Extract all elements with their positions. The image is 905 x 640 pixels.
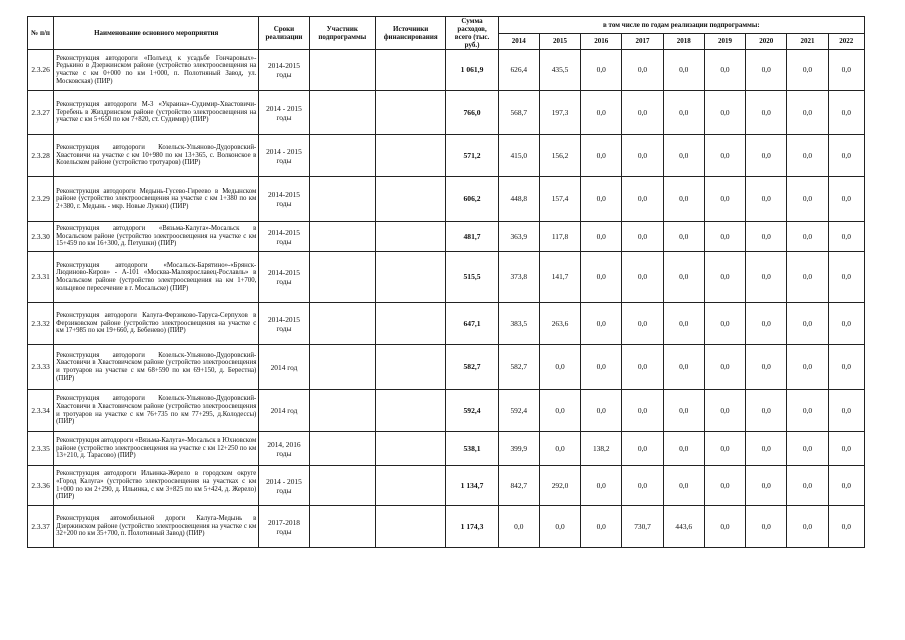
total-sum: 1 061,9 [446,50,498,91]
table-row [28,222,865,252]
year-value: 0,0 [581,252,622,303]
header-period: Сроки реализации [259,17,309,50]
header-year: 2021 [787,33,828,50]
implementation-period: 2014-2015 годы [259,222,309,252]
year-value: 0,0 [746,345,787,390]
funding-source-cell [375,390,445,432]
program-table [27,16,865,548]
year-value: 0,0 [663,345,704,390]
total-sum: 647,1 [446,303,498,345]
year-value: 0,0 [622,222,663,252]
participant-cell [309,177,375,222]
year-value: 0,0 [787,252,828,303]
year-value: 0,0 [581,222,622,252]
implementation-period: 2014-2015 годы [259,50,309,91]
measure-name: Реконструкция автомобильной дороги Калуга-Медынь в Дзержинском районе (устройство электроосвещения на участке с км 32+200 по км 35+700, п. Полотняный Завод) (ПИР) [54,506,259,548]
year-value: 0,0 [622,91,663,135]
participant-cell [309,91,375,135]
row-number: 2.3.33 [28,345,54,390]
row-number: 2.3.27 [28,91,54,135]
year-value: 0,0 [704,222,745,252]
year-value: 0,0 [746,252,787,303]
table-row [28,466,865,506]
funding-source-cell [375,345,445,390]
year-value: 0,0 [704,135,745,177]
table-row [28,135,865,177]
header-year: 2014 [498,33,539,50]
year-value: 568,7 [498,91,539,135]
funding-source-cell [375,466,445,506]
year-value: 0,0 [539,506,580,548]
participant-cell [309,466,375,506]
implementation-period: 2014 год [259,390,309,432]
year-value: 0,0 [622,177,663,222]
year-value: 373,8 [498,252,539,303]
year-value: 0,0 [581,135,622,177]
year-value: 0,0 [622,345,663,390]
row-number: 2.3.32 [28,303,54,345]
total-sum: 515,5 [446,252,498,303]
funding-source-cell [375,135,445,177]
row-number: 2.3.37 [28,506,54,548]
year-value: 0,0 [787,135,828,177]
implementation-period: 2014 - 2015 годы [259,135,309,177]
year-value: 0,0 [746,222,787,252]
total-sum: 582,7 [446,345,498,390]
measure-name: Реконструкция автодороги Козельск-Ульяново-Дудоровский-Хвастовичи в Хвастовичском районе (устройство электроосвещения и тротуаров на участке с км 76+735 по км 77+295, д.Колодессы) (ПИР) [54,390,259,432]
year-value: 138,2 [581,432,622,466]
year-value: 141,7 [539,252,580,303]
year-value: 0,0 [746,135,787,177]
year-value: 592,4 [498,390,539,432]
year-value: 415,0 [498,135,539,177]
year-value: 0,0 [622,432,663,466]
year-value: 363,9 [498,222,539,252]
year-value: 448,8 [498,177,539,222]
funding-source-cell [375,50,445,91]
participant-cell [309,432,375,466]
implementation-period: 2014 - 2015 годы [259,466,309,506]
funding-source-cell [375,91,445,135]
funding-source-cell [375,506,445,548]
year-value: 157,4 [539,177,580,222]
participant-cell [309,506,375,548]
measure-name: Реконструкция автодороги «Мосальск-Барятино»-«Брянск-Людиново-Киров» - А-101 «Москва-Малоярославец-Рославль» в Мосальском районе (устройство электроосвещения на км 1+700, кольцевое пересечение в г. Мосальске) (ПИР) [54,252,259,303]
measure-name: Реконструкция автодороги Калуга-Ферзиково-Таруса-Серпухов в Ферзиковском районе (устройство электроосвещения на участке с км 17+985 по км 19+660, д. Бебенево) (ПИР) [54,303,259,345]
year-value: 0,0 [704,432,745,466]
implementation-period: 2017-2018 годы [259,506,309,548]
measure-name: Реконструкция автодороги «Вязьма-Калуга»-Мосальск в Мосальском районе (устройство электроосвещения на участке с км 15+459 по км 16+300, д. Петушки) (ПИР) [54,222,259,252]
year-value: 0,0 [581,390,622,432]
participant-cell [309,345,375,390]
total-sum: 1 134,7 [446,466,498,506]
participant-cell [309,303,375,345]
year-value: 0,0 [828,50,864,91]
year-value: 0,0 [787,222,828,252]
total-sum: 1 174,3 [446,506,498,548]
table-row [28,506,865,548]
year-value: 0,0 [828,222,864,252]
year-value: 443,6 [663,506,704,548]
total-sum: 481,7 [446,222,498,252]
year-value: 0,0 [704,50,745,91]
row-number: 2.3.30 [28,222,54,252]
table-row [28,252,865,303]
total-sum: 538,1 [446,432,498,466]
year-value: 0,0 [539,390,580,432]
measure-name: Реконструкция автодороги Ильинка-Жерело в городском округе «Город Калуга» (устройство электроосвещения на участках с км 1+000 по км 2+290, д. Ильинка, с км 3+825 по км 5+424, д. Жерело) (ПИР) [54,466,259,506]
total-sum: 606,2 [446,177,498,222]
year-value: 0,0 [828,91,864,135]
funding-source-cell [375,252,445,303]
year-value: 0,0 [622,303,663,345]
year-value: 0,0 [663,50,704,91]
year-value: 0,0 [663,390,704,432]
year-value: 0,0 [704,506,745,548]
row-number: 2.3.34 [28,390,54,432]
year-value: 0,0 [787,303,828,345]
year-value: 730,7 [622,506,663,548]
year-value: 197,3 [539,91,580,135]
year-value: 0,0 [746,177,787,222]
table-row [28,345,865,390]
year-value: 0,0 [663,432,704,466]
year-value: 0,0 [581,91,622,135]
year-value: 842,7 [498,466,539,506]
header-sum: Сумма расходов, всего (тыс. руб.) [446,17,498,50]
measure-name: Реконструкция автодороги Медынь-Гусево-Гиреево в Медынском районе (устройство электроосвещения на участке с км 1+380 по км 2+380, г. Медынь - мкр. Новые Лужки) (ПИР) [54,177,259,222]
year-value: 0,0 [663,135,704,177]
implementation-period: 2014-2015 годы [259,252,309,303]
participant-cell [309,135,375,177]
year-value: 0,0 [828,177,864,222]
implementation-period: 2014 год [259,345,309,390]
year-value: 0,0 [746,91,787,135]
year-value: 0,0 [704,345,745,390]
measure-name: Реконструкция автодороги Козельск-Ульяново-Дудоровский-Хвастовичи в Хвастовичском районе (устройство электроосвещения и тротуаров на участке с км 68+590 по км 69+150, д. Берестна) (ПИР) [54,345,259,390]
year-value: 0,0 [787,466,828,506]
measure-name: Реконструкция автодороги «Вязьма-Калуга»-Мосальск в Юхновском районе (устройство электроосвещения на участке с км 12+250 по км 13+210, д. Тарасово) (ПИР) [54,432,259,466]
funding-source-cell [375,222,445,252]
year-value: 292,0 [539,466,580,506]
header-sources: Источники финансирования [375,17,445,50]
year-value: 582,7 [498,345,539,390]
year-value: 0,0 [746,390,787,432]
year-value: 0,0 [787,345,828,390]
header-year: 2018 [663,33,704,50]
year-value: 626,4 [498,50,539,91]
year-value: 0,0 [622,466,663,506]
year-value: 0,0 [746,432,787,466]
total-sum: 592,4 [446,390,498,432]
row-number: 2.3.29 [28,177,54,222]
document-sheet [27,16,865,548]
year-value: 0,0 [746,50,787,91]
year-value: 0,0 [746,303,787,345]
year-value: 0,0 [581,177,622,222]
row-number: 2.3.28 [28,135,54,177]
year-value: 0,0 [704,466,745,506]
measure-name: Реконструкция автодороги «Полъезд к усадьбе Гончаровых»-Редькино в Дзержинском районе (устройство электроосвещения на участке с км 0+000 по км 1+000, п. Полотняный Завод, ул. Московская) (ПИР) [54,50,259,91]
year-value: 0,0 [581,345,622,390]
year-value: 156,2 [539,135,580,177]
year-value: 0,0 [704,91,745,135]
year-value: 435,5 [539,50,580,91]
year-value: 0,0 [663,252,704,303]
year-value: 0,0 [787,432,828,466]
year-value: 0,0 [663,222,704,252]
funding-source-cell [375,177,445,222]
funding-source-cell [375,432,445,466]
row-number: 2.3.31 [28,252,54,303]
year-value: 0,0 [828,303,864,345]
year-value: 0,0 [622,252,663,303]
measure-name: Реконструкция автодороги М-3 «Украина»-Судимир-Хвастовичи-Теребень в Жиздринском районе (устройство электроосвещения на участке с км 5+650 по км 7+820, ст. Судимир) (ПИР) [54,91,259,135]
year-value: 0,0 [663,91,704,135]
year-value: 399,9 [498,432,539,466]
year-value: 0,0 [663,466,704,506]
header-year: 2017 [622,33,663,50]
header-num: № п/п [28,17,54,50]
header-year: 2019 [704,33,745,50]
year-value: 0,0 [787,390,828,432]
year-value: 0,0 [498,506,539,548]
year-value: 0,0 [581,50,622,91]
total-sum: 571,2 [446,135,498,177]
table-body [28,50,865,548]
implementation-period: 2014, 2016 годы [259,432,309,466]
table-row [28,91,865,135]
year-value: 117,8 [539,222,580,252]
table-row [28,50,865,91]
implementation-period: 2014 - 2015 годы [259,91,309,135]
header-participant: Участник подпрограммы [309,17,375,50]
header-name: Наименование основного мероприятия [54,17,259,50]
year-value: 0,0 [581,466,622,506]
year-value: 383,5 [498,303,539,345]
funding-source-cell [375,303,445,345]
year-value: 0,0 [828,432,864,466]
header-years-group: в том числе по годам реализации подпрограммы: [498,17,864,34]
year-value: 0,0 [539,345,580,390]
year-value: 0,0 [663,303,704,345]
year-value: 0,0 [828,345,864,390]
year-value: 0,0 [704,177,745,222]
participant-cell [309,390,375,432]
table-row [28,432,865,466]
implementation-period: 2014-2015 годы [259,177,309,222]
total-sum: 766,0 [446,91,498,135]
year-value: 0,0 [828,135,864,177]
year-value: 0,0 [581,303,622,345]
table-row [28,177,865,222]
year-value: 0,0 [704,252,745,303]
measure-name: Реконструкция автодороги Козельск-Ульяново-Дудоровский-Хвастовичи на участке с км 10+980 по км 13+365, с. Волконское в Козельском районе (устройство тротуаров) (ПИР) [54,135,259,177]
row-number: 2.3.35 [28,432,54,466]
year-value: 0,0 [828,466,864,506]
table-row [28,390,865,432]
year-value: 0,0 [704,303,745,345]
year-value: 0,0 [787,50,828,91]
year-value: 0,0 [746,466,787,506]
year-value: 0,0 [622,390,663,432]
year-value: 0,0 [787,177,828,222]
year-value: 263,6 [539,303,580,345]
year-value: 0,0 [663,177,704,222]
year-value: 0,0 [622,50,663,91]
row-number: 2.3.36 [28,466,54,506]
header-year: 2022 [828,33,864,50]
participant-cell [309,252,375,303]
year-value: 0,0 [828,252,864,303]
row-number: 2.3.26 [28,50,54,91]
year-value: 0,0 [787,91,828,135]
participant-cell [309,222,375,252]
header-year: 2020 [746,33,787,50]
year-value: 0,0 [539,432,580,466]
year-value: 0,0 [622,135,663,177]
header-year: 2015 [539,33,580,50]
year-value: 0,0 [828,506,864,548]
table-row [28,303,865,345]
year-value: 0,0 [787,506,828,548]
header-year: 2016 [581,33,622,50]
year-value: 0,0 [581,506,622,548]
year-value: 0,0 [704,390,745,432]
year-value: 0,0 [746,506,787,548]
implementation-period: 2014-2015 годы [259,303,309,345]
year-value: 0,0 [828,390,864,432]
participant-cell [309,50,375,91]
